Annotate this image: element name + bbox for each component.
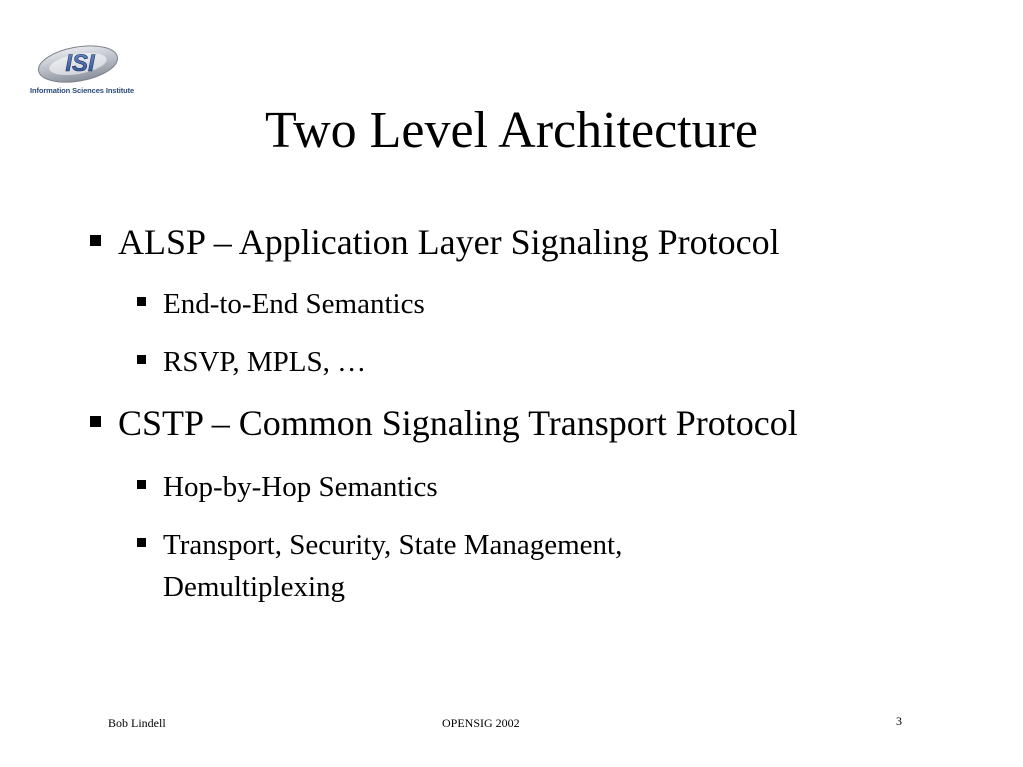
isi-logo-graphic	[30, 38, 130, 88]
bullet-rsvp-mpls	[163, 342, 366, 382]
bullet-text: End-to-End Semantics	[163, 288, 425, 320]
isi-logo	[30, 38, 135, 100]
isi-logo-text: ISI	[65, 50, 95, 77]
square-bullet-icon	[90, 235, 101, 246]
slide-title: Two Level Architecture	[264, 102, 759, 159]
square-bullet-icon	[90, 416, 101, 427]
square-bullet-icon	[137, 297, 146, 306]
bullet-text: ALSP – Application Layer Signaling Protocol	[118, 222, 780, 262]
bullet-hop-by-hop	[163, 467, 438, 507]
isi-logo-caption: Information Sciences Institute	[30, 86, 135, 95]
square-bullet-icon	[137, 355, 146, 364]
footer-page-number: 3	[896, 714, 902, 728]
bullet-text: Transport, Security, State Management,	[163, 529, 623, 561]
bullet-cstp	[118, 401, 798, 445]
footer-author: Bob Lindell	[108, 716, 166, 730]
bullet-transport-security	[163, 525, 622, 565]
square-bullet-icon	[137, 480, 146, 489]
bullet-text: CSTP – Common Signaling Transport Protocol	[118, 403, 798, 443]
footer-event: OPENSIG 2002	[442, 716, 520, 730]
bullet-text: RSVP, MPLS, …	[163, 346, 367, 378]
bullet-transport-security-continued	[163, 567, 345, 607]
bullet-end-to-end	[163, 284, 425, 324]
bullet-text: Demultiplexing	[163, 571, 346, 603]
bullet-text: Hop-by-Hop Semantics	[163, 471, 438, 503]
bullet-alsp	[118, 220, 780, 264]
square-bullet-icon	[137, 538, 146, 547]
